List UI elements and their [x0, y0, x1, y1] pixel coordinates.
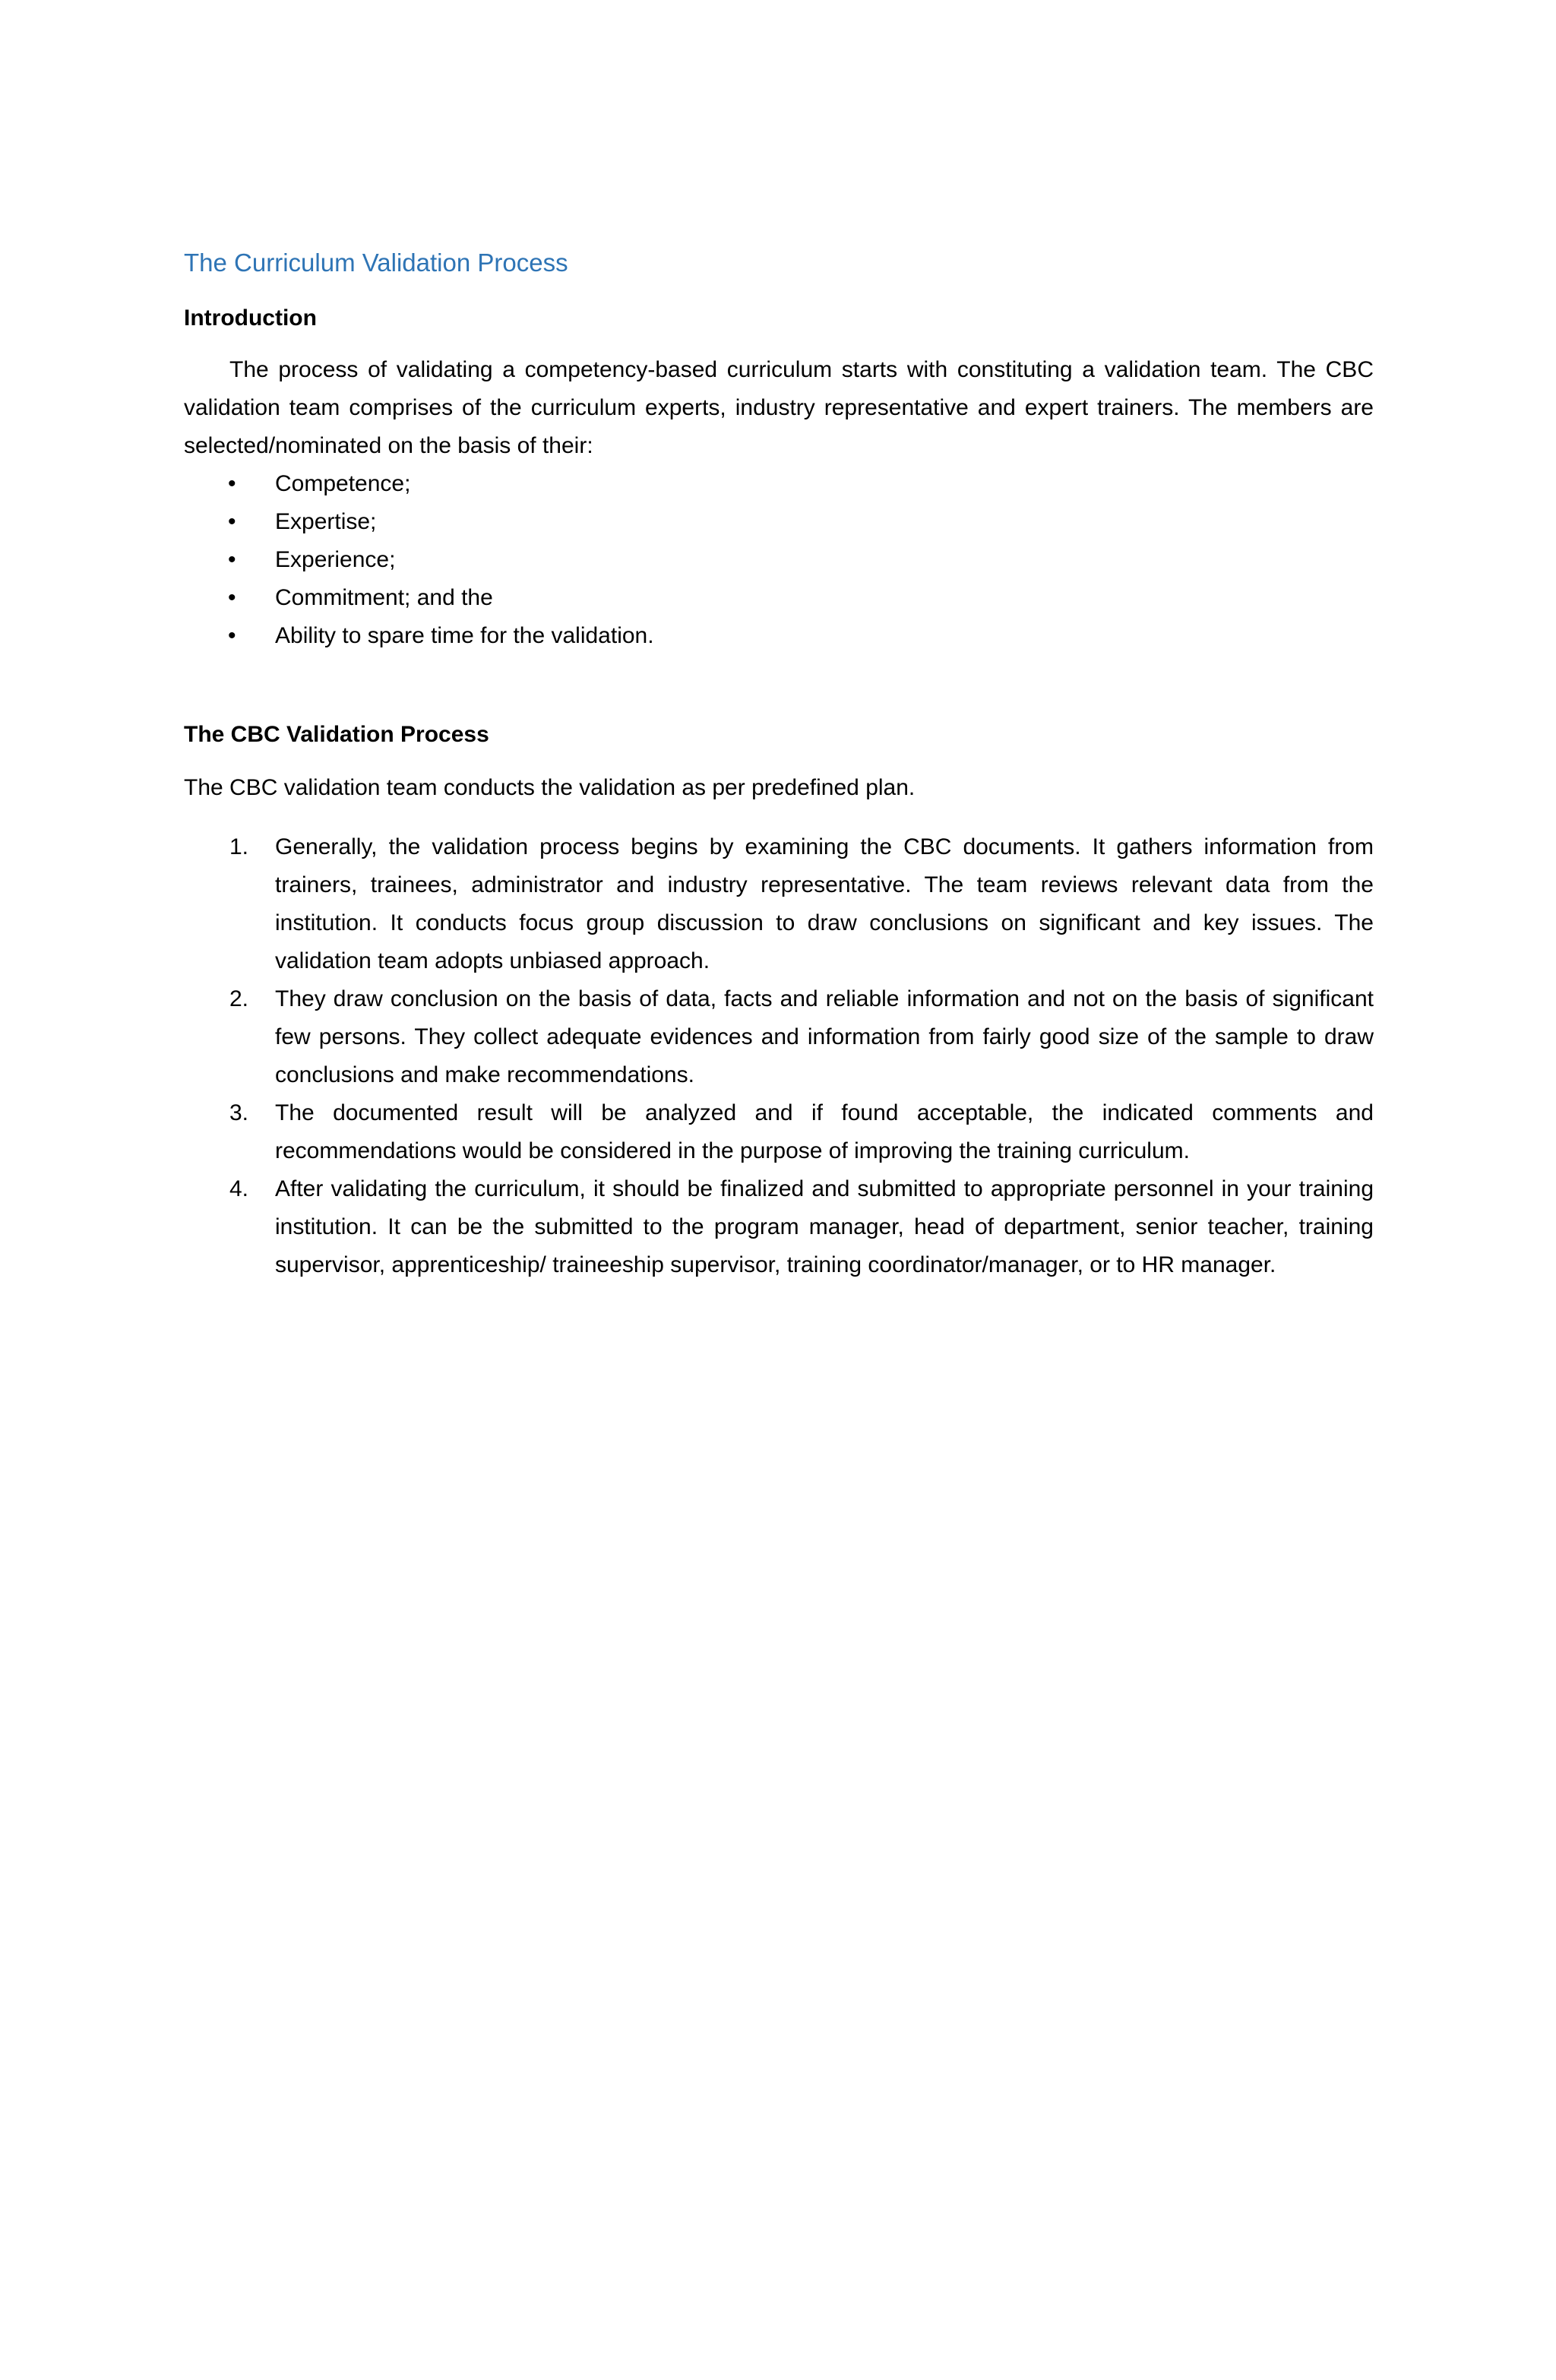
list-item: [184, 828, 1374, 980]
bullet-icon: •: [228, 623, 236, 648]
step-number: 2.: [229, 986, 249, 1011]
step-text: After validating the curriculum, it should be finalized and submitted to appropriate personnel in your training institution. It can be the submitted to the program manager, head of department, senior teacher, training supervisor, apprenticeship/ traineeship supervisor, training coordinator/manager, or to HR manager.: [275, 1176, 1374, 1277]
step-number: 4.: [229, 1176, 249, 1201]
bullet-icon: •: [228, 547, 236, 572]
section-heading-cbc-validation-process: The CBC Validation Process: [184, 722, 489, 747]
step-text: Generally, the validation process begins by examining the CBC documents. It gathers information from trainers, trainees, administrator and industry representative. The team reviews relevant data from the institution. It conducts focus group discussion to draw conclusions on significant and key issues. The validation team adopts unbiased approach.: [275, 834, 1374, 973]
process-paragraph: The CBC validation team conducts the validation as per predefined plan.: [184, 775, 916, 800]
document-title: The Curriculum Validation Process: [184, 248, 568, 277]
bullet-icon: •: [228, 509, 236, 534]
list-item-text: Expertise;: [275, 509, 377, 534]
list-item-text: Experience;: [275, 547, 396, 572]
list-item: [184, 1170, 1374, 1284]
step-number: 3.: [229, 1100, 249, 1125]
bullet-icon: •: [228, 471, 236, 496]
list-item: [184, 503, 1374, 541]
list-item-text: Ability to spare time for the validation.: [275, 623, 654, 648]
list-item-text: Competence;: [275, 471, 411, 496]
list-item: [184, 579, 1374, 617]
validation-steps-list: [184, 828, 1374, 1284]
bullet-icon: •: [228, 585, 236, 610]
list-item: [184, 980, 1374, 1094]
step-text: They draw conclusion on the basis of data, facts and reliable information and not on the basis of significant few persons. They collect adequate evidences and information from fairly good size of the sample to draw conclusions and make recommendations.: [275, 986, 1374, 1087]
step-number: 1.: [229, 834, 249, 859]
list-item: [184, 617, 1374, 655]
list-item-text: Commitment; and the: [275, 585, 493, 610]
member-criteria-list: [184, 465, 1374, 655]
step-text: The documented result will be analyzed and if found acceptable, the indicated comments and recommendations would be considered in the purpose of improving the training curriculum.: [275, 1100, 1374, 1163]
document-content: [184, 242, 1374, 1284]
list-item: [184, 1094, 1374, 1170]
list-item: [184, 541, 1374, 579]
section-heading-introduction: Introduction: [184, 305, 317, 331]
list-item: [184, 465, 1374, 503]
intro-paragraph: The process of validating a competency-based curriculum starts with constituting a validation team. The CBC validation team comprises of the curriculum experts, industry representative and expert trainers. The members are selected/nominated on the basis of their:: [184, 357, 1374, 458]
